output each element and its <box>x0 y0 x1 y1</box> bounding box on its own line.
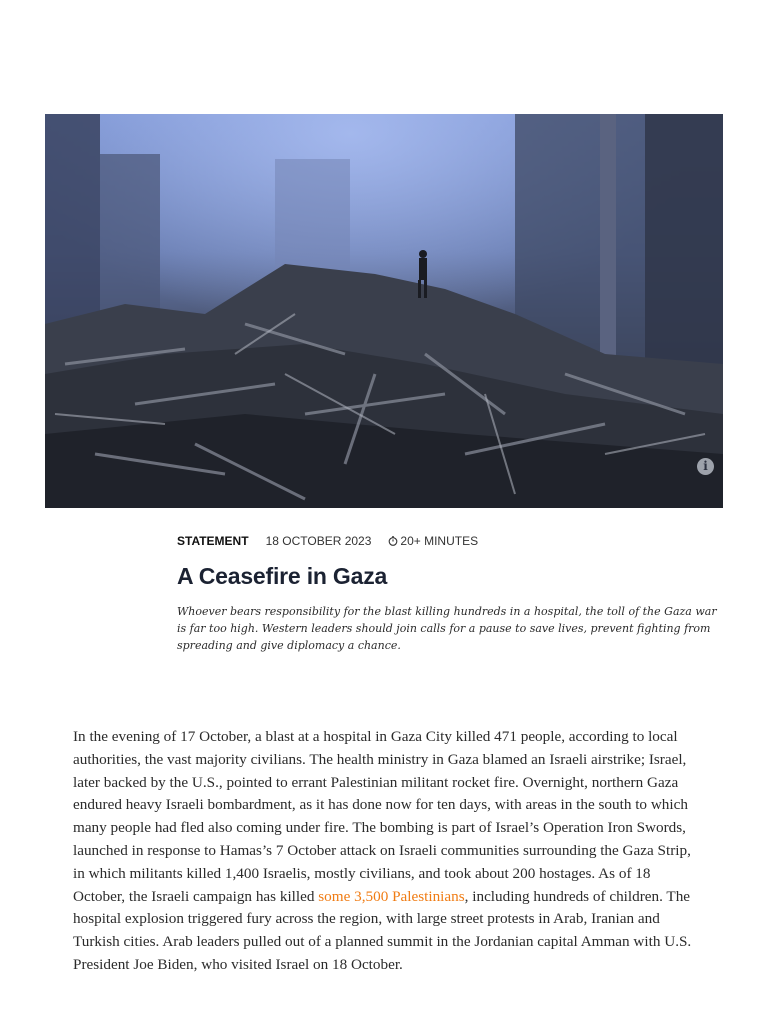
read-time-label: 20+ MINUTES <box>400 534 479 548</box>
body-text-part-1: In the evening of 17 October, a blast at a hospital in Gaza City killed 471 people, according to local authorities, the vast majority civilians. The health ministry in Gaza blamed an Israeli airstrike; Israel, later backed by the U.S., pointed to errant Palestinian militant rocket fire. Overnight, northern Gaza endured heavy Israeli bombardment, as it has done now for ten days, with areas in the south to which many people had fled also coming under fire. The bombing is part of Israel’s Operation Iron Swords, launched in response to Hamas’s 7 October attack on Israeli communities surrounding the Gaza Strip, in which militants killed 1,400 Israelis, mostly civilians, and took about 200 hostages. As of 18 October, the Israeli campaign has killed <box>73 728 691 905</box>
hero-image <box>45 114 723 508</box>
publish-date: 18 OCTOBER 2023 <box>265 534 372 548</box>
article-meta <box>177 534 478 548</box>
rubble-photo <box>45 114 723 508</box>
article-title: A Ceasefire in Gaza <box>177 563 388 589</box>
body-text-part-2: , including hundreds of children. The hospital explosion triggered fury across the region, with large street protests in Arab, Iranian and Turkish cities. Arab leaders pulled out of a planned summit in the Jordanian capital Amman with U.S. President Joe Biden, who visited Israel on 18 October. <box>73 887 692 973</box>
article-body-paragraph <box>73 726 698 977</box>
article-summary: Whoever bears responsibility for the blast killing hundreds in a hospital, the toll of the Gaza war is far too high. Western leaders should join calls for a pause to save lives, prevent fighting from spreading and give diplomacy a chance. <box>177 605 717 652</box>
clock-icon <box>388 536 398 546</box>
article-type-label[interactable]: STATEMENT <box>177 534 249 548</box>
casualties-link[interactable]: some 3,500 Palestinians <box>318 887 465 905</box>
read-time <box>388 534 478 548</box>
info-icon[interactable]: i <box>697 458 714 475</box>
